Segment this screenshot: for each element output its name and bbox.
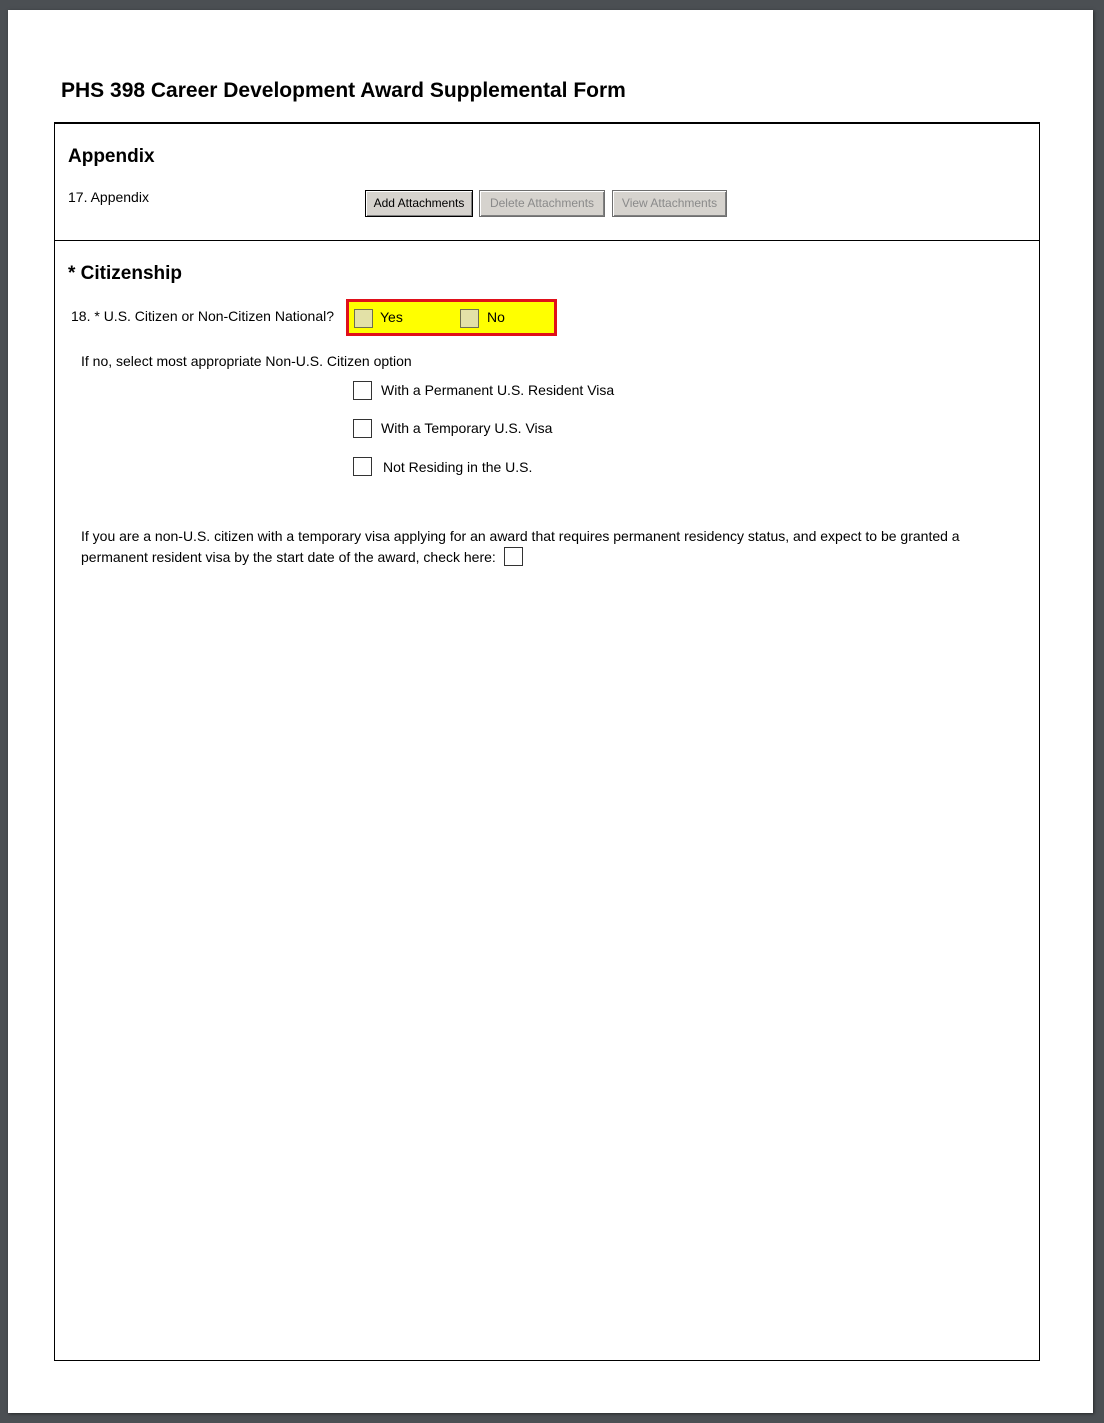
yes-checkbox[interactable]: [354, 309, 373, 328]
temporary-visa-note: [81, 526, 1001, 568]
appendix-field-label: 17. Appendix: [68, 189, 149, 205]
no-checkbox[interactable]: [460, 309, 479, 328]
temporary-visa-label: With a Temporary U.S. Visa: [381, 420, 553, 436]
add-attachments-button[interactable]: Add Attachments: [365, 190, 473, 217]
citizenship-heading: * Citizenship: [68, 263, 183, 284]
form-title: PHS 398 Career Development Award Supplemental Form: [61, 79, 626, 102]
citizen-yes-no-group: [346, 299, 557, 336]
not-residing-checkbox[interactable]: [353, 457, 372, 476]
delete-attachments-button[interactable]: Delete Attachments: [479, 190, 605, 217]
form-container: [54, 122, 1040, 1361]
view-attachments-button[interactable]: View Attachments: [612, 190, 727, 217]
appendix-heading: Appendix: [68, 146, 155, 167]
permanent-visa-label: With a Permanent U.S. Resident Visa: [381, 382, 615, 398]
temporary-visa-note-text: If you are a non-U.S. citizen with a temporary visa applying for an award that requires permanent residency status, and expect to be granted a permanent resident visa by the start date of the award, check here:: [81, 528, 960, 565]
permanent-visa-checkbox[interactable]: [353, 381, 372, 400]
section-divider: [55, 240, 1039, 241]
document-page: [8, 10, 1093, 1413]
no-label: No: [487, 309, 505, 325]
non-citizen-prompt: If no, select most appropriate Non-U.S. Citizen option: [81, 353, 412, 369]
yes-label: Yes: [380, 309, 403, 325]
not-residing-label: Not Residing in the U.S.: [383, 459, 533, 475]
citizen-question-label: 18. * U.S. Citizen or Non-Citizen National?: [71, 308, 335, 324]
expect-permanent-visa-checkbox[interactable]: [504, 547, 523, 566]
temporary-visa-checkbox[interactable]: [353, 419, 372, 438]
